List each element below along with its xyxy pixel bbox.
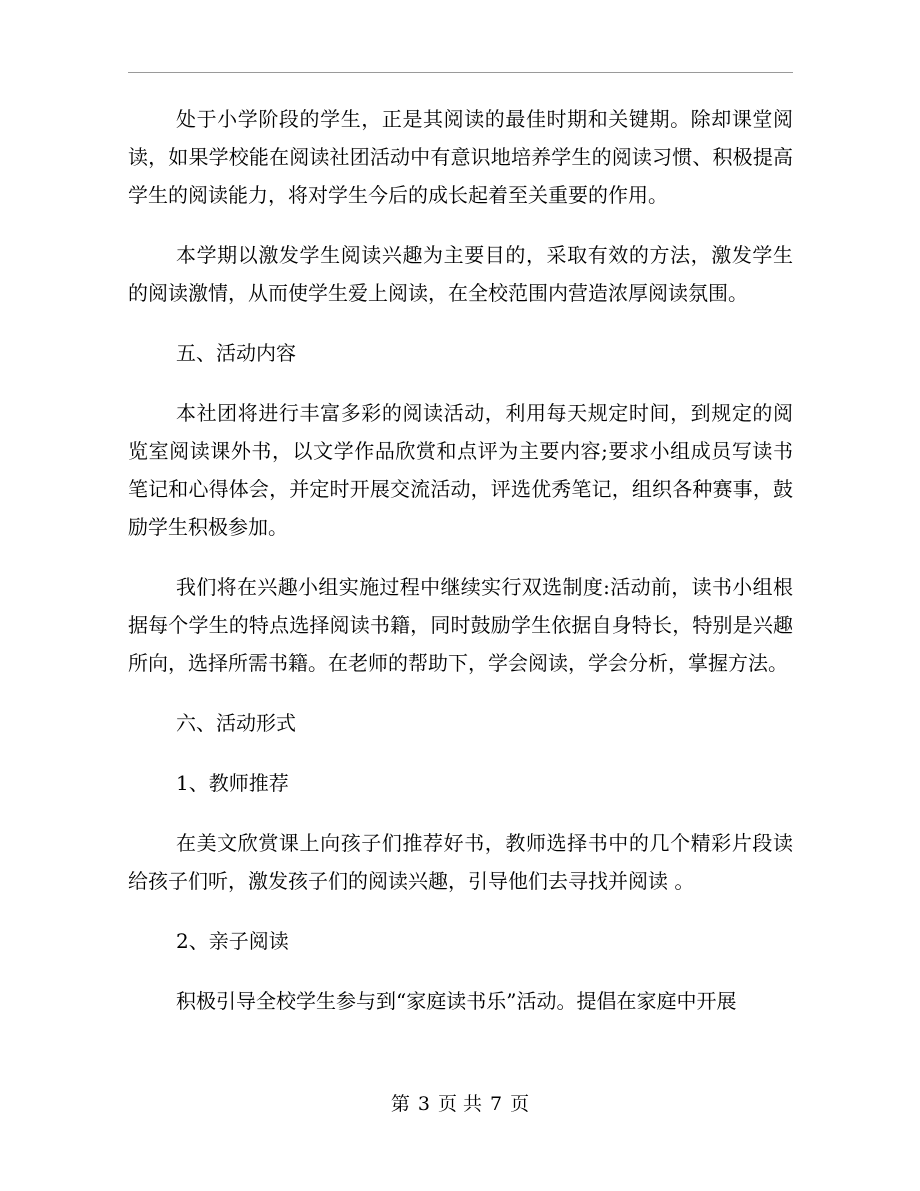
footer-page-number: 3 (417, 1093, 430, 1115)
footer-suffix: 页 (510, 1093, 530, 1115)
paragraph: 处于小学阶段的学生，正是其阅读的最佳时期和关键期。除却课堂阅读，如果学校能在阅读社团活动中有意识地培养学生的阅读习惯、积极提高学生的阅读能力，将对学生今后的成长起着至关重要的作用。 (128, 107, 793, 207)
paragraph: 本学期以激发学生阅读兴趣为主要目的，采取有效的方法，激发学生的阅读激情，从而使学生爱上阅读，在全校范围内营造浓厚阅读氛围。 (128, 243, 793, 305)
subsection-heading: 1、教师推荐 (176, 771, 289, 795)
paragraph: 我们将在兴趣小组实施过程中继续实行双选制度:活动前，读书小组根据每个学生的特点选择阅读书籍，同时鼓励学生依据自身特长，特别是兴趣所向，选择所需书籍。在老师的帮助下，学会阅读，学会分析，掌握方法。 (128, 575, 793, 675)
page-footer (0, 1092, 920, 1116)
footer-middle: 页 共 (437, 1093, 483, 1115)
footer-prefix: 第 (390, 1093, 410, 1115)
subsection-heading: 2、亲子阅读 (176, 929, 289, 953)
paragraph: 在美文欣赏课上向孩子们推荐好书，教师选择书中的几个精彩片段读给孩子们听，激发孩子们的阅读兴趣，引导他们去寻找并阅读 。 (128, 831, 793, 893)
section-heading: 五、活动内容 (176, 341, 296, 365)
paragraph: 积极引导全校学生参与到“家庭读书乐”活动。提倡在家庭中开展 (176, 989, 737, 1013)
footer-total-pages: 7 (490, 1093, 503, 1115)
document-body (128, 100, 793, 1042)
paragraph: 本社团将进行丰富多彩的阅读活动，利用每天规定时间，到规定的阅览室阅读课外书，以文学作品欣赏和点评为主要内容;要求小组成员写读书笔记和心得体会，并定时开展交流活动，评选优秀笔记，组织各种赛事，鼓励学生积极参加。 (128, 401, 793, 539)
header-rule (128, 72, 793, 73)
section-heading: 六、活动形式 (176, 711, 296, 735)
